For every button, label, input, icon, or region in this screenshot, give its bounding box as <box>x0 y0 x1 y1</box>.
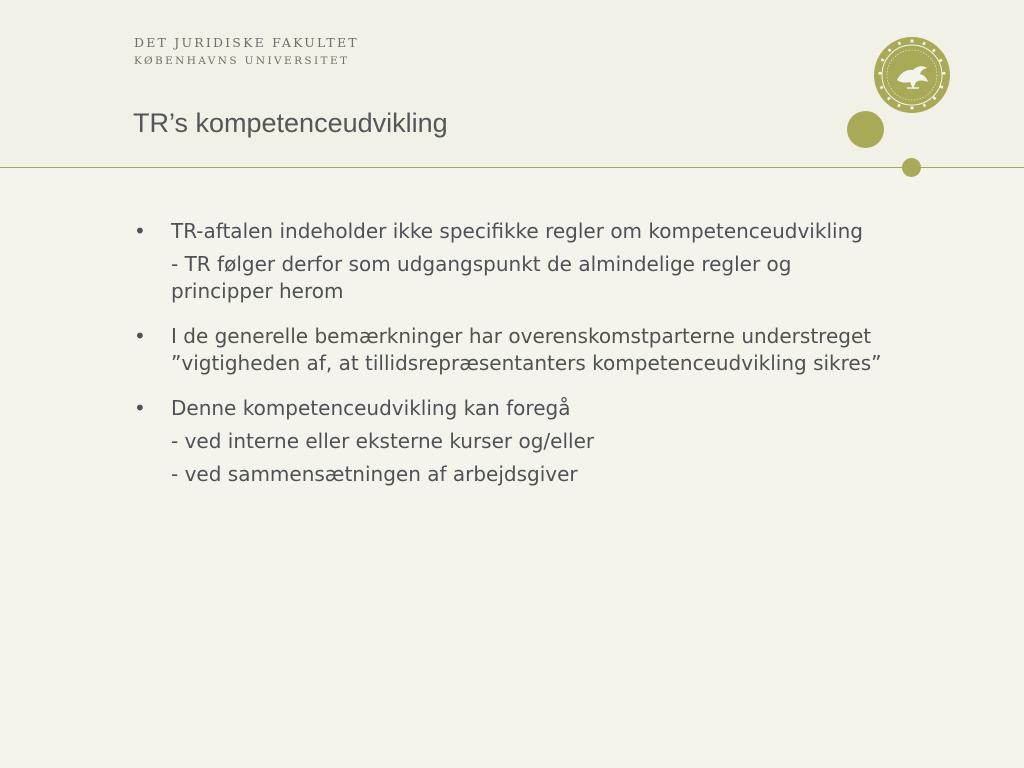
bullet-item <box>130 323 890 377</box>
bullet-marker: • <box>134 324 146 348</box>
decorative-circle-large <box>847 111 884 148</box>
bullet-text: I de generelle bemærkninger har overenskomstparterne understreget ”vigtigheden af, at tillidsrepræsentanters kompetenceudvikling sikres” <box>171 324 882 375</box>
bullet-text: Denne kompetenceudvikling kan foregå <box>171 396 571 420</box>
faculty-name: DET JURIDISKE FAKULTET <box>134 35 359 50</box>
university-seal-icon <box>873 36 951 114</box>
bullet-subtext: - ved sammensætningen af arbejdsgiver <box>171 462 578 486</box>
bullet-item <box>130 218 890 305</box>
bullet-subtext: - ved interne eller eksterne kurser og/eller <box>171 429 595 453</box>
university-name: KØBENHAVNS UNIVERSITET <box>134 55 350 67</box>
slide-title: TR’s kompetenceudvikling <box>133 108 448 138</box>
bullet-marker: • <box>134 396 146 420</box>
slide-body <box>130 218 890 506</box>
faculty-wordmark <box>134 33 359 71</box>
bullet-text: TR-aftalen indeholder ikke specifikke regler om kompetenceudvikling <box>171 219 863 243</box>
bullet-marker: • <box>134 219 146 243</box>
header-divider <box>0 167 1024 168</box>
decorative-circle-small <box>902 158 921 177</box>
bullet-item <box>130 395 890 488</box>
bullet-subtext: - TR følger derfor som udgangspunkt de almindelige regler og principper herom <box>171 252 792 303</box>
